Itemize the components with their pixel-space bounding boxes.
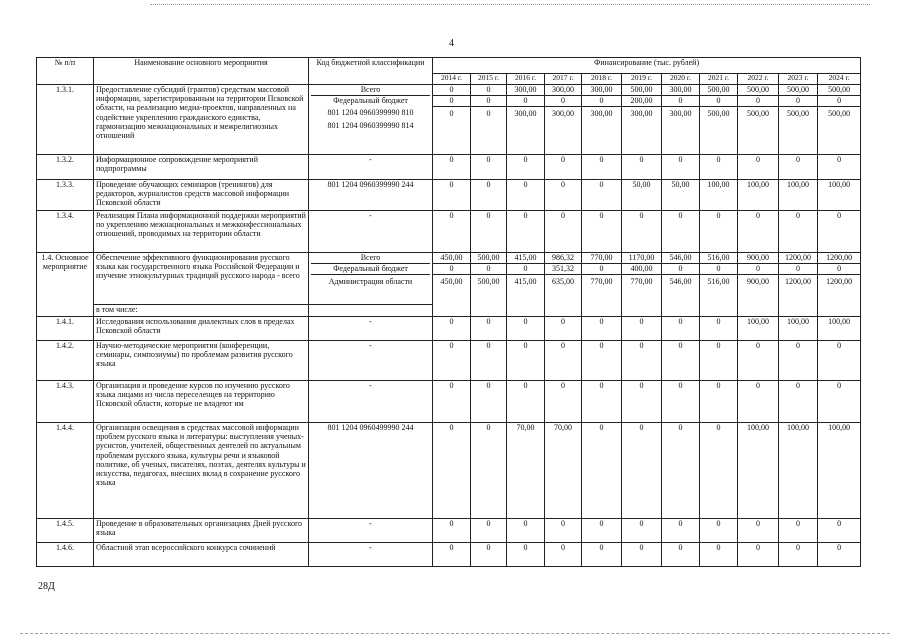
row-name: Областной этап всероссийского конкурса сочинений: [94, 543, 309, 567]
value-line: 500,00: [630, 85, 653, 94]
value-line: 516,00: [700, 274, 737, 289]
header-year: 2021 г.: [700, 74, 738, 85]
header-year: 2019 г.: [622, 74, 662, 85]
value-line: 516,00: [707, 253, 730, 262]
value-line: 300,00: [590, 85, 613, 94]
row-name: Информационное сопровождение мероприятий подпрограммы: [94, 155, 309, 180]
value-cell: 0: [662, 519, 700, 543]
value-cell: 0: [471, 317, 507, 341]
value-cell: 0: [545, 543, 582, 567]
value-cell: 0: [622, 155, 662, 180]
footer-code: 28Д: [38, 581, 55, 592]
value-cell: [507, 85, 545, 155]
table-row: [37, 381, 861, 423]
value-cell: 100,00: [738, 180, 779, 211]
value-line: 635,00: [545, 274, 581, 289]
value-line: 0: [507, 263, 544, 274]
value-cell: [433, 253, 471, 317]
row-number: 1.4.3.: [37, 381, 94, 423]
row-name: Научно-методические мероприятия (конференции, семинары, симпозиумы) по проблемам развития русского языка: [94, 341, 309, 381]
value-cell: [818, 253, 861, 317]
value-cell: [582, 85, 622, 155]
value-cell: 0: [582, 381, 622, 423]
value-cell: 50,00: [622, 180, 662, 211]
value-line: 300,00: [669, 85, 692, 94]
value-cell: 0: [700, 543, 738, 567]
scan-edge-bottom: [20, 633, 890, 635]
value-cell: [738, 253, 779, 317]
value-cell: [471, 85, 507, 155]
code-line: Всего: [360, 85, 381, 94]
value-line: 300,00: [545, 106, 581, 119]
value-cell: 0: [545, 211, 582, 253]
value-cell: 0: [738, 519, 779, 543]
value-line: 400,00: [622, 263, 661, 274]
code-line: Администрация области: [311, 274, 430, 289]
header-financing: Финансирование (тыс. рублей): [433, 58, 861, 74]
value-cell: 0: [433, 180, 471, 211]
value-cell: 0: [471, 211, 507, 253]
code-line: 801 1204 0960399990 810: [327, 108, 414, 117]
value-cell: 0: [779, 543, 818, 567]
value-cell: [738, 85, 779, 155]
value-cell: 0: [545, 341, 582, 381]
row-name: Предоставление субсидий (грантов) средствам массовой информации, зарегистрированным на территории Псковской области, на реализацию медиа-проектов, направленных на содействие укреплению гражданского единства, гармонизацию межнациональных и межрелигиозных отношений: [94, 85, 309, 155]
value-line: 1200,00: [785, 253, 811, 262]
value-line: 0: [433, 106, 470, 119]
value-cell: 0: [545, 519, 582, 543]
table-row: [37, 341, 861, 381]
value-cell: 0: [471, 341, 507, 381]
value-cell: [622, 85, 662, 155]
value-cell: 0: [662, 317, 700, 341]
table-row: [37, 423, 861, 519]
value-line: 500,00: [828, 85, 851, 94]
value-cell: 0: [779, 211, 818, 253]
value-cell: 0: [507, 180, 545, 211]
value-cell: 0: [545, 155, 582, 180]
row-code: -: [309, 211, 433, 253]
value-line: 0: [507, 95, 544, 106]
row-name: Реализация Плана информационной поддержки мероприятий по укреплению межнациональных и межконфессиональных отношений, проводимых на территории области: [94, 211, 309, 253]
value-line: 500,00: [818, 106, 860, 119]
value-cell: 0: [582, 180, 622, 211]
value-cell: 0: [700, 381, 738, 423]
value-cell: 50,00: [662, 180, 700, 211]
value-cell: 0: [582, 211, 622, 253]
value-cell: [662, 85, 700, 155]
value-line: 500,00: [738, 106, 778, 119]
value-line: 0: [738, 263, 778, 274]
value-cell: 100,00: [818, 317, 861, 341]
value-cell: 0: [662, 211, 700, 253]
value-cell: 0: [433, 155, 471, 180]
value-line: 500,00: [747, 85, 769, 94]
table-row: [37, 253, 861, 305]
value-cell: 0: [738, 155, 779, 180]
value-line: 0: [433, 263, 470, 274]
value-line: 500,00: [477, 253, 500, 262]
value-line: 0: [471, 106, 506, 119]
row-number: 1.3.4.: [37, 211, 94, 253]
value-cell: 0: [507, 381, 545, 423]
value-cell: 0: [507, 211, 545, 253]
value-cell: 0: [582, 519, 622, 543]
value-line: 546,00: [662, 274, 699, 289]
value-cell: 100,00: [700, 180, 738, 211]
header-year: 2024 г.: [818, 74, 861, 85]
value-cell: 0: [582, 543, 622, 567]
value-cell: 0: [662, 341, 700, 381]
value-cell: 100,00: [779, 317, 818, 341]
value-cell: 0: [433, 381, 471, 423]
value-cell: [700, 85, 738, 155]
value-line: 0: [471, 263, 506, 274]
value-cell: 0: [471, 155, 507, 180]
row-number: 1.3.2.: [37, 155, 94, 180]
code-line: 801 1204 0960399990 814: [327, 121, 414, 131]
value-line: 1170,00: [628, 253, 655, 262]
value-cell: [433, 85, 471, 155]
value-cell: [779, 85, 818, 155]
value-cell: 0: [738, 211, 779, 253]
value-cell: 0: [433, 211, 471, 253]
value-cell: 0: [507, 155, 545, 180]
header-name: Наименование основного мероприятия: [94, 58, 309, 85]
header-year: 2017 г.: [545, 74, 582, 85]
table-row: [37, 155, 861, 180]
value-cell: 0: [433, 423, 471, 519]
value-cell: 0: [622, 543, 662, 567]
value-cell: 0: [582, 317, 622, 341]
value-cell: [471, 253, 507, 317]
row-codes: [309, 253, 433, 305]
value-cell: 70,00: [545, 423, 582, 519]
header-year: 2018 г.: [582, 74, 622, 85]
value-line: 0: [700, 95, 737, 106]
value-line: 0: [818, 95, 860, 106]
code-line: Федеральный бюджет: [311, 263, 430, 274]
value-line: 0: [486, 85, 491, 94]
value-line: 0: [738, 95, 778, 106]
code-line: Федеральный бюджет: [311, 95, 430, 106]
table-row: [37, 85, 861, 155]
scan-edge-top: [150, 4, 870, 6]
value-cell: 100,00: [738, 317, 779, 341]
value-line: 900,00: [747, 253, 769, 262]
value-line: 1200,00: [818, 274, 860, 289]
value-cell: 0: [471, 423, 507, 519]
value-line: 0: [779, 95, 817, 106]
value-cell: 0: [700, 341, 738, 381]
value-cell: [779, 253, 818, 317]
value-cell: 0: [582, 155, 622, 180]
value-line: 200,00: [622, 95, 661, 106]
row-code: -: [309, 519, 433, 543]
value-cell: 0: [507, 341, 545, 381]
value-cell: 0: [622, 341, 662, 381]
value-cell: 0: [818, 211, 861, 253]
value-cell: 0: [433, 519, 471, 543]
row-code: -: [309, 543, 433, 567]
value-line: 0: [700, 263, 737, 274]
value-line: 0: [545, 95, 581, 106]
row-codes: [309, 85, 433, 155]
value-line: 546,00: [669, 253, 692, 262]
value-cell: 0: [433, 543, 471, 567]
value-cell: 0: [818, 381, 861, 423]
financing-table: [36, 57, 861, 567]
value-cell: 0: [545, 180, 582, 211]
value-line: 300,00: [662, 106, 699, 119]
value-line: 300,00: [582, 106, 621, 119]
row-name: Обеспечение эффективного функционирования русского языка как государственного языка Российской Федерации и изучение этнокультурных традиций русского народа - всего: [94, 253, 309, 305]
code-line: Всего: [360, 253, 381, 262]
value-cell: 0: [779, 519, 818, 543]
header-year: 2015 г.: [471, 74, 507, 85]
value-cell: 0: [433, 317, 471, 341]
value-line: 300,00: [514, 85, 537, 94]
value-cell: 0: [507, 543, 545, 567]
value-cell: 0: [471, 381, 507, 423]
header-row: [37, 58, 861, 74]
value-cell: 0: [622, 381, 662, 423]
value-cell: [622, 253, 662, 317]
value-cell: 0: [433, 341, 471, 381]
value-cell: 0: [738, 341, 779, 381]
value-cell: 0: [507, 519, 545, 543]
row-number: 1.4.2.: [37, 341, 94, 381]
row-code: -: [309, 317, 433, 341]
row-number: 1.4.5.: [37, 519, 94, 543]
value-cell: 0: [507, 317, 545, 341]
value-line: 500,00: [700, 106, 737, 119]
value-line: 770,00: [590, 253, 613, 262]
header-year: 2016 г.: [507, 74, 545, 85]
value-line: 0: [818, 263, 860, 274]
page-number: 4: [449, 38, 454, 49]
value-cell: 0: [582, 423, 622, 519]
value-line: 1200,00: [779, 274, 817, 289]
value-cell: [545, 253, 582, 317]
value-cell: 100,00: [738, 423, 779, 519]
value-cell: 0: [471, 519, 507, 543]
value-cell: 0: [818, 341, 861, 381]
row-code-empty: [309, 305, 433, 317]
value-cell: [700, 253, 738, 317]
value-line: 415,00: [514, 253, 537, 262]
row-code: 801 1204 0960499990 244: [309, 423, 433, 519]
value-line: 500,00: [787, 85, 809, 94]
value-cell: 100,00: [818, 423, 861, 519]
value-cell: [582, 253, 622, 317]
value-cell: 0: [582, 341, 622, 381]
value-cell: 0: [471, 543, 507, 567]
value-cell: 0: [779, 155, 818, 180]
row-name-tail: в том числе:: [94, 305, 309, 317]
row-name: Организация и проведение курсов по изучению русского языка лицами из числа переселенцев на территорию Псковской области, которые не владеют им: [94, 381, 309, 423]
value-cell: 0: [818, 519, 861, 543]
table-row: [37, 317, 861, 341]
value-cell: 0: [662, 543, 700, 567]
table-row: [37, 543, 861, 567]
value-line: 770,00: [622, 274, 661, 289]
header-year: 2014 г.: [433, 74, 471, 85]
value-line: 986,32: [552, 253, 574, 262]
value-cell: 0: [622, 423, 662, 519]
value-cell: 0: [779, 341, 818, 381]
value-cell: [545, 85, 582, 155]
value-line: 0: [662, 263, 699, 274]
value-cell: 100,00: [818, 180, 861, 211]
table-row: [37, 519, 861, 543]
row-name: Организация освещения в средствах массовой информации проблем русского языка и литературы: выступления ученых-русистов, учителей, общественных деятелей по актуальным проблемам русского языка, культуры речи и языковой политике, об ученых, писателях, поэтах, деятелях культуры и искусства, педагогах, внесших вклад в сохранение русского языка: [94, 423, 309, 519]
row-code: 801 1204 0960399990 244: [309, 180, 433, 211]
value-line: 351,32: [545, 263, 581, 274]
value-cell: 0: [818, 155, 861, 180]
row-code: -: [309, 381, 433, 423]
value-line: 300,00: [622, 106, 661, 119]
row-name: Исследования использования диалектных слов в пределах Псковской области: [94, 317, 309, 341]
value-line: 1200,00: [826, 253, 853, 262]
value-line: 500,00: [707, 85, 730, 94]
value-cell: [662, 253, 700, 317]
value-cell: 0: [471, 180, 507, 211]
value-line: 415,00: [507, 274, 544, 289]
value-cell: 0: [738, 381, 779, 423]
value-cell: 0: [622, 519, 662, 543]
value-line: 500,00: [779, 106, 817, 119]
table-row: [37, 180, 861, 211]
value-cell: 70,00: [507, 423, 545, 519]
value-line: 0: [471, 95, 506, 106]
value-line: 300,00: [507, 106, 544, 119]
row-number: 1.4.6.: [37, 543, 94, 567]
value-line: 500,00: [471, 274, 506, 289]
value-cell: 0: [738, 543, 779, 567]
row-number: 1.4.4.: [37, 423, 94, 519]
value-line: 900,00: [738, 274, 778, 289]
header-code: Код бюджетной классификации: [309, 58, 433, 85]
value-line: 0: [582, 95, 621, 106]
value-cell: 0: [545, 317, 582, 341]
value-line: 450,00: [433, 274, 470, 289]
value-line: 0: [433, 95, 470, 106]
value-line: 770,00: [582, 274, 621, 289]
value-line: 0: [662, 95, 699, 106]
header-no: № п/п: [37, 58, 94, 85]
value-cell: 0: [662, 423, 700, 519]
value-cell: [507, 253, 545, 317]
value-cell: 0: [662, 381, 700, 423]
value-cell: 0: [818, 543, 861, 567]
value-cell: 0: [545, 381, 582, 423]
row-name: Проведение в образовательных организациях Дней русского языка: [94, 519, 309, 543]
row-number: 1.3.3.: [37, 180, 94, 211]
row-name: Проведение обучающих семинаров (тренингов) для редакторов, журналистов средств массовой информации Псковской области: [94, 180, 309, 211]
value-cell: 0: [622, 211, 662, 253]
value-cell: 0: [662, 155, 700, 180]
value-line: 0: [582, 263, 621, 274]
value-cell: 0: [700, 317, 738, 341]
value-cell: 100,00: [779, 423, 818, 519]
row-number: 1.3.1.: [37, 85, 94, 155]
value-cell: 0: [700, 519, 738, 543]
value-cell: 0: [700, 211, 738, 253]
header-year: 2023 г.: [779, 74, 818, 85]
value-line: 450,00: [440, 253, 463, 262]
value-cell: 0: [700, 155, 738, 180]
value-cell: 0: [779, 381, 818, 423]
table-row: [37, 211, 861, 253]
header-year: 2020 г.: [662, 74, 700, 85]
row-code: -: [309, 155, 433, 180]
row-number: 1.4. Основное мероприятие: [37, 253, 94, 317]
value-line: 0: [449, 85, 454, 94]
value-cell: 0: [700, 423, 738, 519]
value-line: 0: [779, 263, 817, 274]
value-cell: 0: [622, 317, 662, 341]
header-year: 2022 г.: [738, 74, 779, 85]
value-cell: 100,00: [779, 180, 818, 211]
row-code: -: [309, 341, 433, 381]
value-line: 300,00: [552, 85, 574, 94]
value-cell: [818, 85, 861, 155]
row-number: 1.4.1.: [37, 317, 94, 341]
